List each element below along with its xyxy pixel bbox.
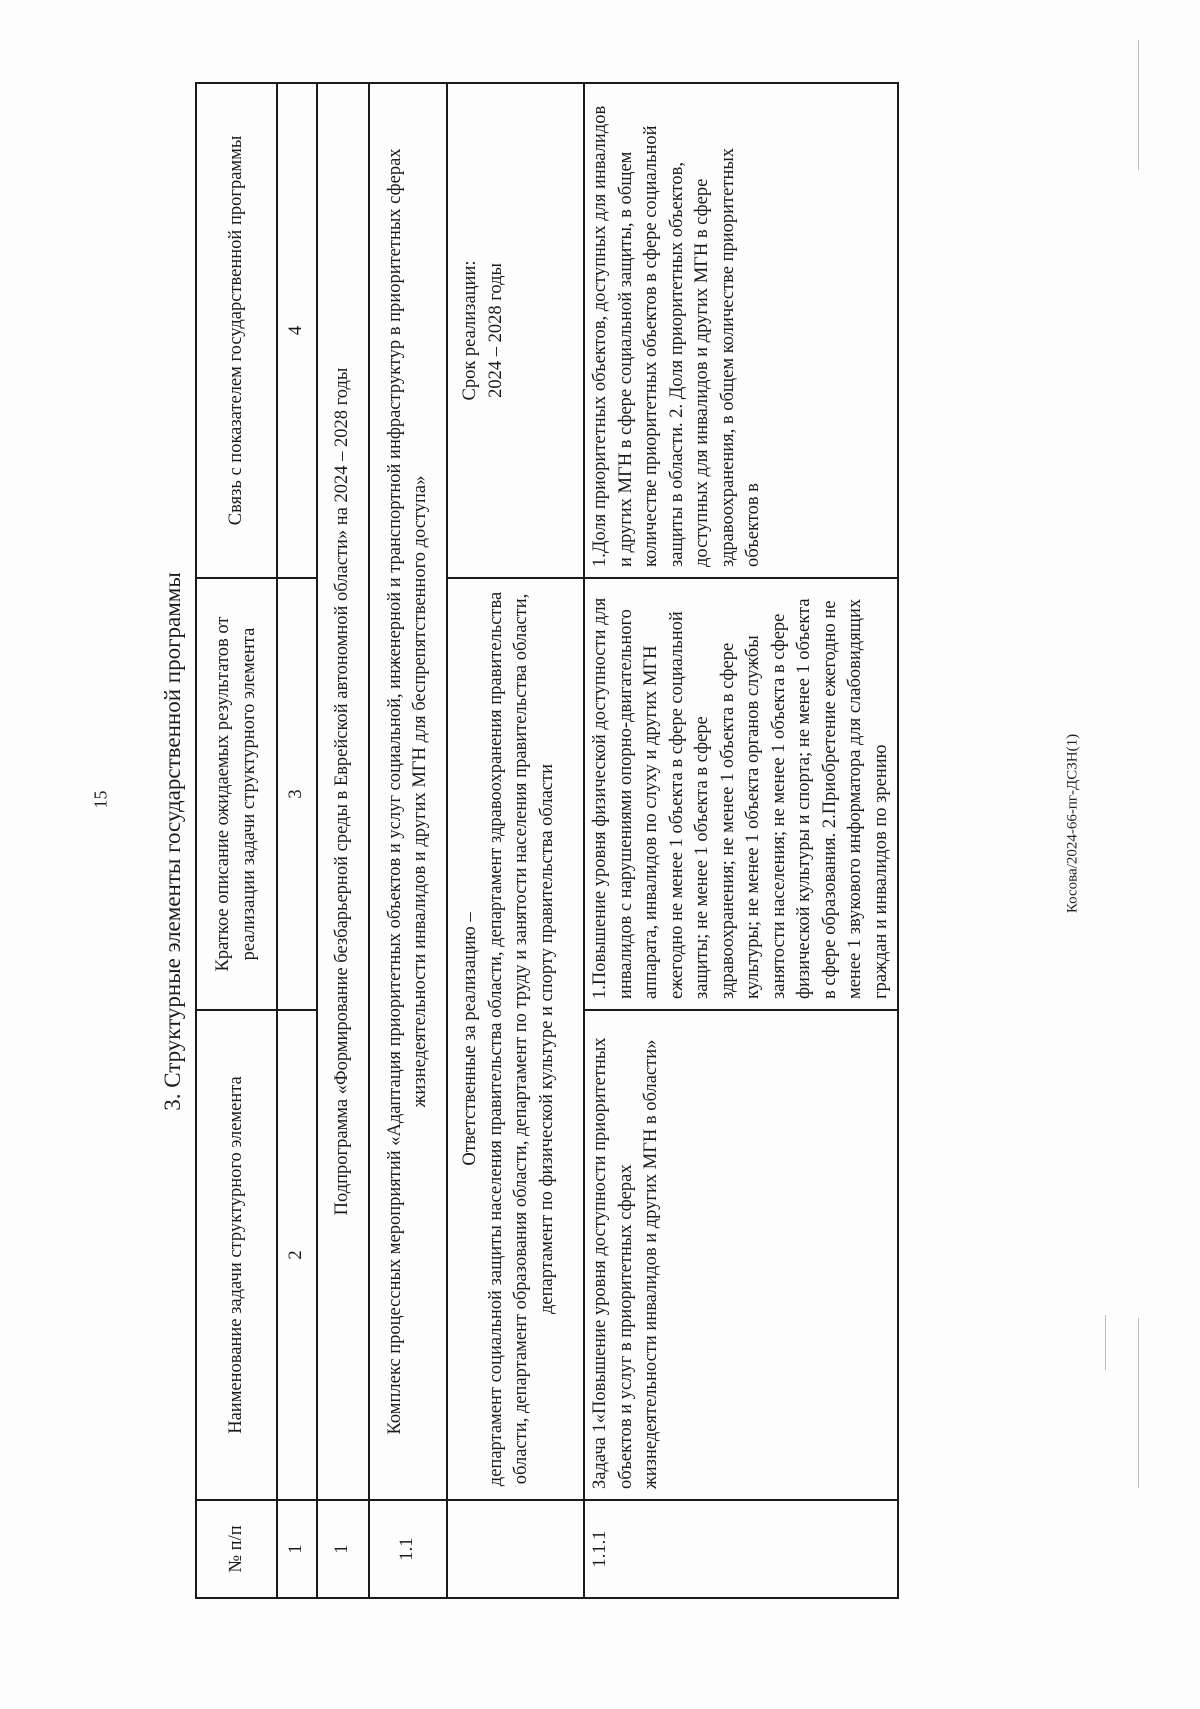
- header-indicator: Связь с показателем государственной программы: [196, 83, 277, 578]
- task-name: Задача 1«Повышение уровня доступности приоритетных объектов и услуг в приоритетных сферах жизнедеятельности инвалидов и других МГН в области»: [584, 1010, 898, 1500]
- responsible-num-cell: [447, 1500, 584, 1598]
- task-indicator: 1.Доля приоритетных объектов, доступных для инвалидов и других МГН в сфере социальной защиты, в общем количестве приоритетных объектов в сфере социальной защиты в области. 2. Доля приоритетных объектов, доступных для инвалидов и других МГН в сфере здравоохранения, в общем количестве приоритетных объектов в: [584, 83, 898, 578]
- term-value: 2024 – 2028 годы: [485, 263, 506, 398]
- responsible-heading: Ответственные за реализацию –: [460, 912, 480, 1166]
- margin-mark-bottom: [1138, 1318, 1139, 1488]
- task-description: 1.Повышение уровня физической доступности для инвалидов с нарушениями опорно-двигательного аппарата, инвалидов по слуху и других МГН ежегодно не менее 1 объекта в сфере социальной защиты; не менее 1 объекта в сфере здравоохранения; не менее 1 объекта в сфере культуры; не менее 1 объекта органов службы занятости населения; не менее 1 объекта в сфере физической культуры и спорта; не менее 1 объекта в сфере образования. 2.Приобретение ежегодно не менее 1 звукового информатора для слабовидящих граждан и инвалидов по зрению: [584, 578, 898, 1010]
- responsible-cell: [447, 578, 584, 1500]
- column-number: 4: [277, 83, 317, 578]
- column-number: 1: [277, 1500, 317, 1598]
- subprogram-title: Подпрограмма «Формирование безбарьерной среды в Еврейской автономной области» на 2024 – 2028 годы: [317, 83, 369, 1500]
- column-number-row: [277, 83, 317, 1598]
- complex-row: [369, 83, 447, 1598]
- section-title: 3. Структурные элементы государственной программы: [160, 572, 185, 1111]
- page-number: 15: [90, 790, 111, 809]
- header-num: № п/п: [196, 1500, 277, 1598]
- header-description: Краткое описание ожидаемых результатов от реализации задачи структурного элемента: [196, 578, 277, 1010]
- term-label: Срок реализации:: [460, 260, 480, 401]
- task-num: 1.1.1: [584, 1500, 898, 1598]
- document-code: Косова/2024-66-пг-ДСЗН(1): [1064, 733, 1081, 914]
- margin-mark-top: [1138, 40, 1139, 170]
- complex-title: Комплекс процессных мероприятий «Адаптация приоритетных объектов и услуг социальной, инженерной и транспортной инфраструктур в приоритетных сферах жизнедеятельности инвалидов и других МГН для беспрепятственного доступа»: [369, 83, 447, 1500]
- subprogram-num: 1: [317, 1500, 369, 1598]
- column-number: 3: [277, 578, 317, 1010]
- complex-num: 1.1: [369, 1500, 447, 1598]
- subprogram-row: [317, 83, 369, 1598]
- margin-mark-left: [1105, 1315, 1106, 1370]
- responsible-row: [447, 83, 584, 1598]
- responsible-departments: департамент социальной защиты населения правительства области, департамент здравоохранения правительства области, департамент образования области, департамент по труду и занятости населения правительства области, департамент по физической культуре и спорту правительства области: [485, 591, 557, 1487]
- rotated-page-content: [154, 84, 1074, 1599]
- header-task-name: Наименование задачи структурного элемента: [196, 1010, 277, 1500]
- header-row: [196, 83, 277, 1598]
- column-number: 2: [277, 1010, 317, 1500]
- task-row: [584, 83, 898, 1598]
- structural-elements-table: [195, 82, 899, 1599]
- term-cell: [447, 83, 584, 578]
